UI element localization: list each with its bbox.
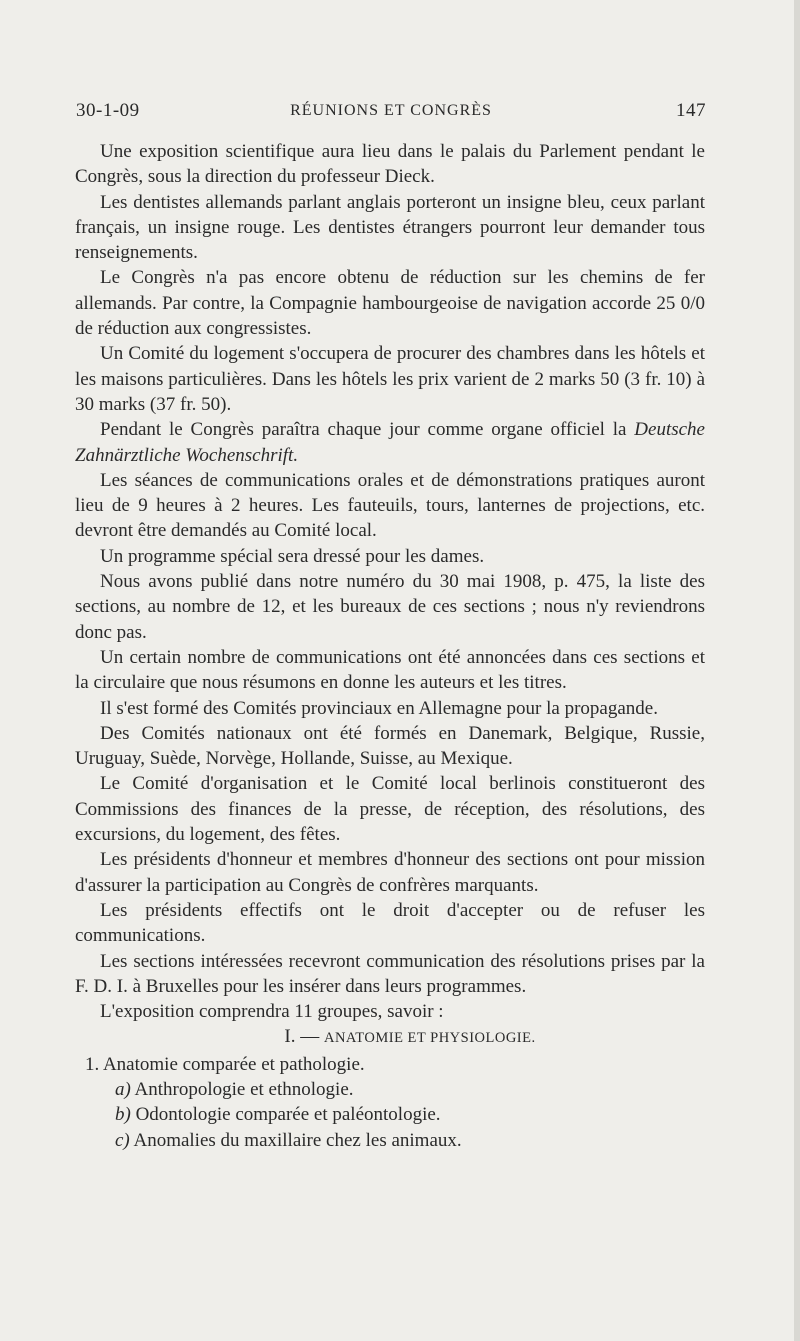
page-edge [794, 0, 800, 1341]
section-number: I. — [284, 1026, 320, 1048]
header-date: 30-1-09 [76, 100, 140, 121]
paragraph: Un certain nombre de communications ont été annoncées dans ces sections et la circulaire que nous résumons en donne les auteurs et les titres. [75, 646, 705, 694]
paragraph: Les séances de communications orales et de démonstrations pratiques auront lieu de 9 heures à 2 heures. Les fauteuils, tours, lanternes de projections, etc. devront être demandés au Comité local. [75, 469, 705, 542]
section-title: ANATOMIE ET PHYSIOLOGIE. [323, 1030, 536, 1047]
journal-intro: Pendant le Congrès paraîtra chaque jour comme organe officiel la [100, 419, 627, 441]
page-number: 147 [676, 100, 706, 121]
paragraph: Une exposition scientifique aura lieu dans le palais du Parlement pendant le Congrès, sous la direction du professeur Dieck. [75, 141, 705, 188]
sub-item [75, 1077, 705, 1102]
running-header [76, 100, 706, 130]
paragraph: Le Congrès n'a pas encore obtenu de réduction sur les chemins de fer allemands. Par contre, la Compagnie hambourgeoise de navigation accorde 25 0/0 de réduction aux congressistes. [75, 267, 705, 340]
paragraph: Un programme spécial sera dressé pour les dames. [100, 545, 485, 567]
paragraph: Nous avons publié dans notre numéro du 30 mai 1908, p. 475, la liste des sections, au nombre de 12, et les bureaux de ces sections ; nous n'y reviendrons donc pas. [75, 571, 705, 643]
section-heading [75, 1024, 705, 1051]
sub-item-text: Odontologie comparée et paléontologie. [135, 1104, 441, 1126]
paragraph: Les dentistes allemands parlant anglais porteront un insigne bleu, ceux parlant français, un insigne rouge. Les dentistes étrangers pourront leur demander tous renseignements. [75, 191, 705, 264]
journal-title: Deutsche Zahnärztliche Wochenschrift. [75, 419, 705, 466]
paragraph: Les présidents effectifs ont le droit d'accepter ou de refuser les communications. [75, 899, 705, 947]
sub-item [75, 1102, 705, 1127]
paragraph: L'exposition comprendra 11 groupes, savoir : [100, 1001, 444, 1023]
paragraph: Il s'est formé des Comités provinciaux en Allemagne pour la propagande. [100, 697, 658, 719]
paragraph: Le Comité d'organisation et le Comité local berlinois constitueront des Commissions des finances de la presse, de réception, des résolutions, des excursions, du logement, des fêtes. [75, 773, 705, 846]
sub-item-label: a) [115, 1078, 131, 1100]
paragraph: Les présidents d'honneur et membres d'honneur des sections ont pour mission d'assurer la participation au Congrès de confrères marquants. [75, 849, 705, 896]
paragraph: Des Comités nationaux ont été formés en Danemark, Belgique, Russie, Uruguay, Suède, Norvège, Hollande, Suisse, au Mexique. [75, 722, 705, 770]
sub-item-text: Anthropologie et ethnologie. [134, 1078, 354, 1100]
article-body [75, 139, 705, 1153]
sub-item [75, 1128, 705, 1153]
paragraph-journal [75, 417, 705, 468]
header-title: RÉUNIONS ET CONGRÈS [290, 102, 492, 119]
sub-item-label: b) [115, 1104, 131, 1126]
paragraph: Les sections intéressées recevront communication des résolutions prises par la F. D. I. à Bruxelles pour les insérer dans leurs programmes. [75, 950, 705, 997]
paragraph: Un Comité du logement s'occupera de procurer des chambres dans les hôtels et les maisons particulières. Dans les hôtels les prix varient de 2 marks 50 (3 fr. 10) à 30 marks (37 fr. 50). [75, 343, 705, 415]
list-item: 1. Anatomie comparée et pathologie. [85, 1053, 365, 1075]
sub-item-text: Anomalies du maxillaire chez les animaux. [133, 1129, 462, 1151]
sub-item-label: c) [115, 1129, 130, 1151]
